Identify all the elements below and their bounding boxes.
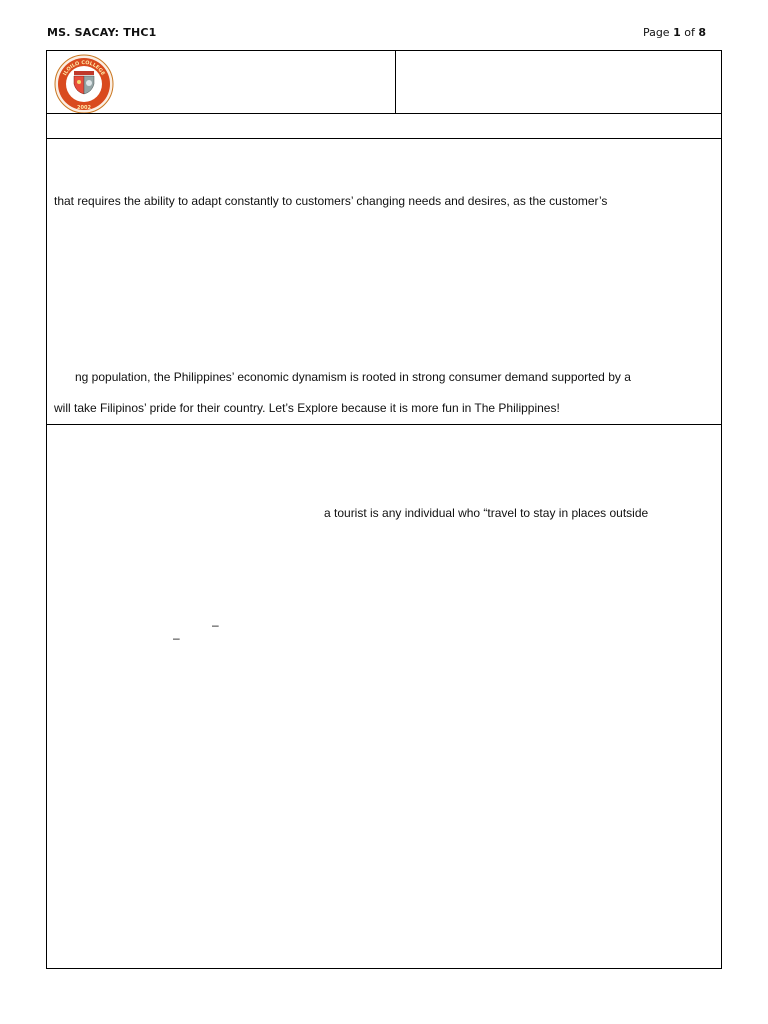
page-total: 8 xyxy=(698,26,706,39)
title-strip xyxy=(46,113,722,139)
page-current: 1 xyxy=(673,26,681,39)
college-seal-logo xyxy=(54,54,114,114)
section1-line2: ng population, the Philippines’ economic dynamism is rooted in strong consumer demand supported by a xyxy=(75,370,631,384)
section1-line3: will take Filipinos’ pride for their country. Let’s Explore because it is more fun in The Philippines! xyxy=(54,401,560,415)
page-of: of xyxy=(680,26,699,39)
header-right-cell xyxy=(395,50,722,114)
section1-line1: that requires the ability to adapt constantly to customers’ changing needs and desires, as the customer’s xyxy=(54,194,608,208)
seal-top-text: ILOILO COLLEGE xyxy=(62,59,106,77)
section2-dash2: – xyxy=(173,631,180,645)
seal-year: 2002 xyxy=(77,105,91,111)
document-header-title: MS. SACAY: THC1 xyxy=(47,26,157,39)
section2-dash1: – xyxy=(212,618,219,632)
page-prefix: Page xyxy=(642,26,674,39)
section2-line1: a tourist is any individual who “travel to stay in places outside xyxy=(324,506,649,520)
page-number xyxy=(643,26,706,39)
